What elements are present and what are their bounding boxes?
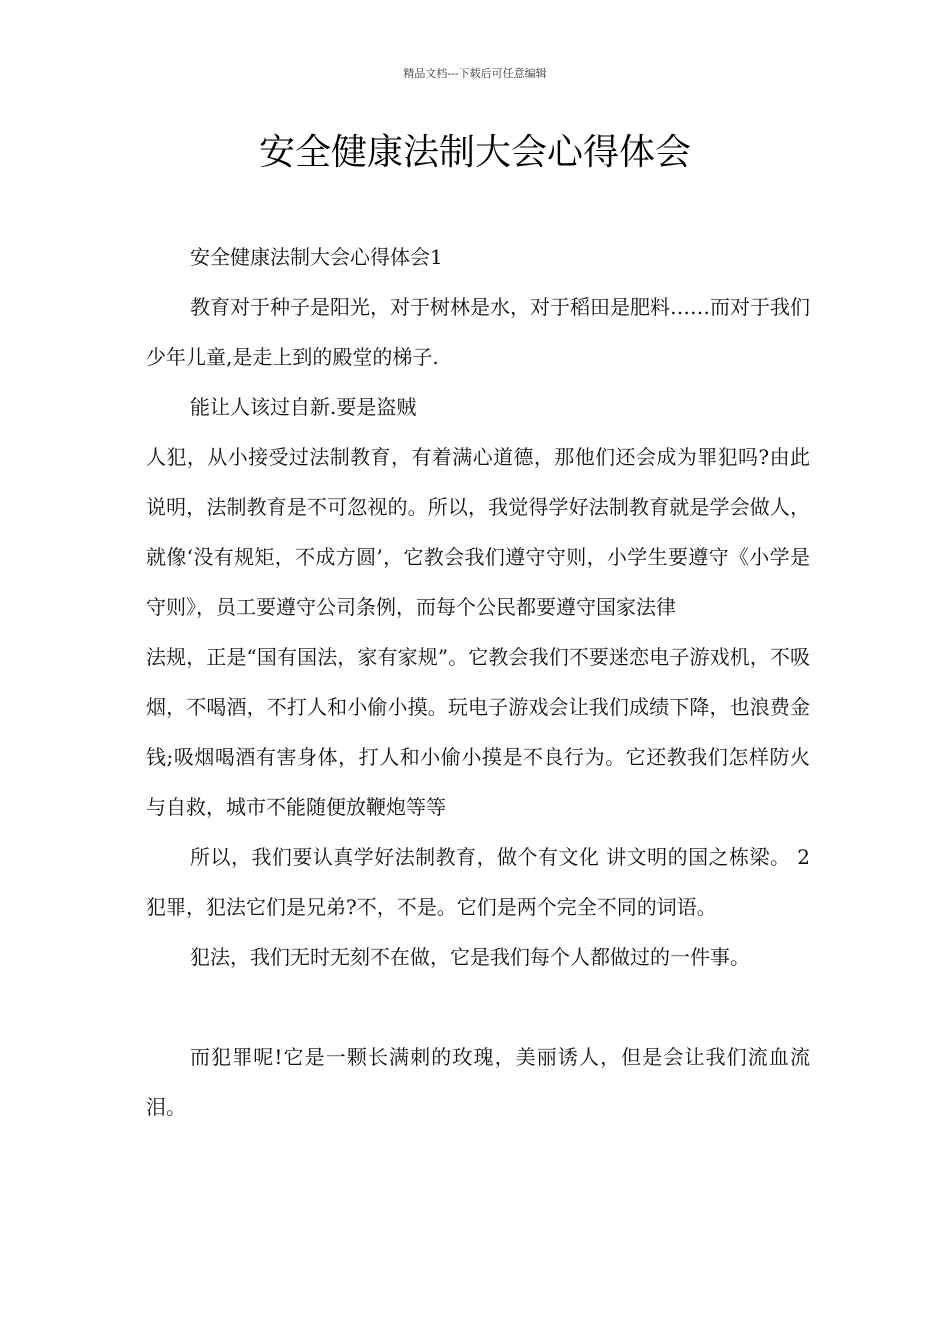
document-title: 安全健康法制大会心得体会 bbox=[258, 132, 691, 173]
paragraph-7: 而犯罪呢!它是一颗长满刺的玫瑰，美丽诱人，但是会让我们流血流泪。 bbox=[146, 1045, 810, 1119]
paragraph-3: 人犯，从小接受过法制教育，有着满心道德，那他们还会成为罪犯吗?由此说明，法制教育是不可忽视的。所以，我觉得学好法制教育就是学会做人，就像‘没有规矩，不成方圆’，它教会我们遵守守则，小学生要遵守《小学是守则》，员工要遵守公司条例，而每个公民都要遵守国家法律 bbox=[146, 445, 810, 619]
header-note: 精品文档---下载后可任意编辑 bbox=[403, 67, 547, 80]
paragraph-5: 所以，我们要认真学好法制教育，做个有文化 讲文明的国之栋梁。 2 犯罪，犯法它们是兄弟?不，不是。它们是两个完全不同的词语。 bbox=[146, 845, 810, 919]
document-body bbox=[146, 232, 810, 1132]
paragraph-1: 教育对于种子是阳光，对于树林是水，对于稻田是肥料……而对于我们少年儿童,是走上到的殿堂的梯子. bbox=[146, 295, 810, 369]
paragraph-6: 犯法，我们无时无刻不在做，它是我们每个人都做过的一件事。 bbox=[190, 945, 750, 969]
section-heading: 安全健康法制大会心得体会1 bbox=[190, 245, 443, 269]
paragraph-4: 法规，正是“国有国法，家有家规”。它教会我们不要迷恋电子游戏机，不吸烟，不喝酒，不打人和小偷小摸。玩电子游戏会让我们成绩下降，也浪费金钱;吸烟喝酒有害身体，打人和小偷小摸是不良行为。它还教我们怎样防火与自救，城市不能随便放鞭炮等等 bbox=[146, 645, 810, 819]
paragraph-2: 能让人该过自新.要是盗贼 bbox=[190, 395, 417, 419]
